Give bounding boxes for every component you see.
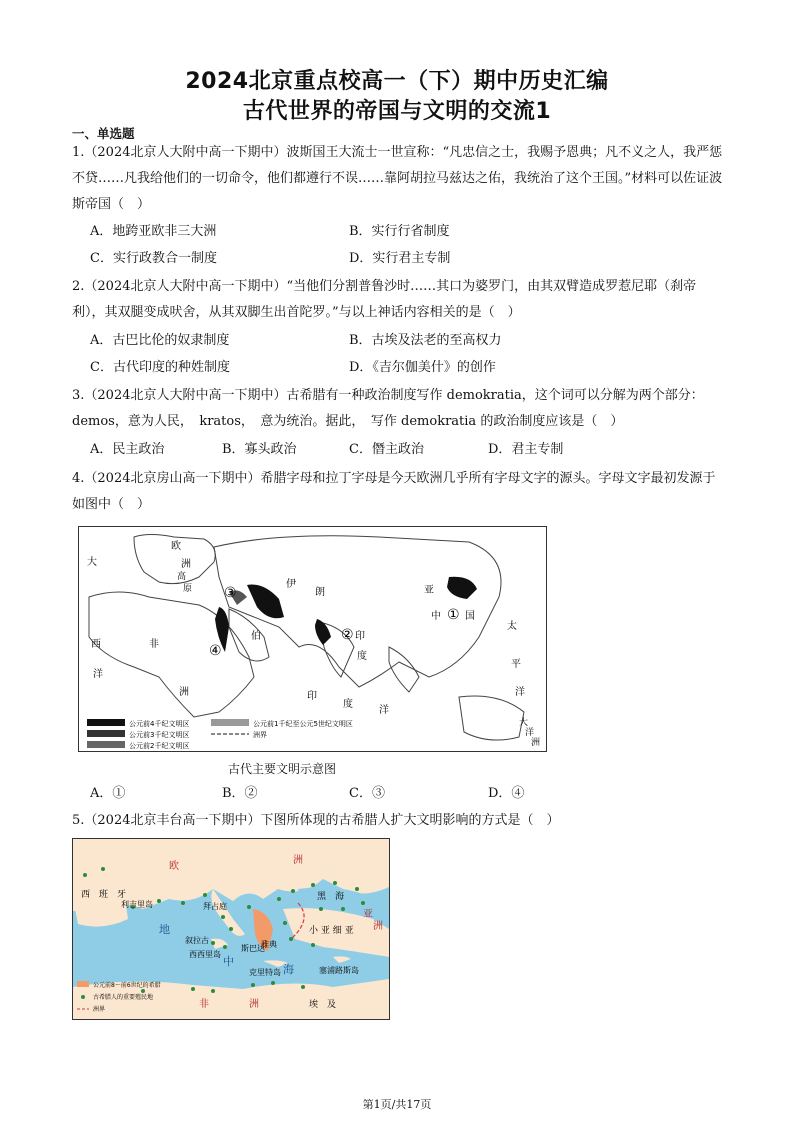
- q3-option-b: B．寡头政治: [222, 442, 297, 457]
- question-4-text: 4.（2024北京房山高一下期中）希腊字母和拉丁字母是今天欧洲几乎所有字母文字的源头。字母文字最初发源于如图中（ ）: [72, 471, 716, 512]
- label-iberian-isle: 利吉里岛: [121, 900, 153, 909]
- map-label-io1: 印: [307, 691, 317, 702]
- label-asia-minor: 小 亚 细 亚: [309, 926, 354, 936]
- q1-option-b: B．实行行省制度: [349, 224, 450, 239]
- map-label-pac2: 平: [511, 659, 521, 670]
- map-svg: [79, 527, 546, 751]
- label-sea-3: 海: [283, 963, 294, 976]
- map-label-atl1: 大: [87, 557, 97, 568]
- label-byzantium: 拜占庭: [203, 902, 227, 911]
- q4-option-b: B．②: [222, 786, 258, 801]
- q3-option-d: D．君主专制: [488, 442, 564, 457]
- map-label-in2: 度: [357, 651, 367, 662]
- indus-region: [315, 619, 331, 645]
- document-subtitle: 古代世界的帝国与文明的交流1: [242, 99, 552, 124]
- document-title: 2024北京重点校高一（下）期中历史汇编: [185, 69, 609, 94]
- label-asia-2: 洲: [373, 921, 383, 932]
- q4-option-d: D．④: [488, 786, 525, 801]
- legend-item-2: 公元前3千纪文明区: [129, 731, 190, 739]
- question-1-text: 1.（2024北京人大附中高一下期中）波斯国王大流士一世宣称：“凡忠信之士，我赐予恩典；凡不义之人，我严惩不贷……凡我给他们的一切命令，他们都遵行不误……靠阿胡拉马兹达之佑，我统治了这个王国。”材料可以佐证波斯帝国（ ）: [72, 145, 723, 212]
- colonization-svg: [73, 839, 389, 1019]
- map-caption: 古代主要文明示意图: [228, 762, 337, 776]
- map-label-eu2: 洲: [181, 559, 191, 570]
- map-label-in1: 印: [355, 631, 365, 642]
- map-label-hi2: 原: [183, 584, 193, 594]
- legend-border: 洲界: [93, 1006, 106, 1013]
- map-number-4: ④: [209, 643, 222, 659]
- label-sea-2: 中: [223, 955, 234, 968]
- label-cyprus: 塞浦路斯岛: [319, 966, 359, 975]
- map-label-atl3: 洋: [93, 669, 103, 680]
- map-number-1: ①: [447, 607, 460, 623]
- australia-outline: [459, 696, 524, 740]
- map-label-pac1: 太: [507, 621, 517, 632]
- map-label-af2: 洲: [179, 687, 189, 698]
- legend-item-1: 公元前4千纪文明区: [129, 720, 190, 728]
- q2-option-c: C．古代印度的种姓制度: [90, 360, 230, 375]
- map-label-au2: 洋: [525, 728, 535, 738]
- southeast-asia-outline: [389, 647, 419, 692]
- legend-item-4: 公元前1千纪至公元5世纪文明区: [253, 720, 353, 728]
- map-label-pac3: 洋: [515, 687, 525, 698]
- label-syracuse: 叙拉古: [185, 936, 209, 945]
- q1-option-d: D．实行君主专制: [349, 251, 451, 266]
- q1-option-c: C．实行政教合一制度: [90, 251, 217, 266]
- arabia-outline: [229, 609, 269, 661]
- q2-option-b: B．古埃及法老的至高权力: [349, 333, 502, 348]
- label-black-sea: 黑 海: [317, 892, 345, 902]
- legend-item-5: 洲界: [253, 731, 267, 739]
- iberia-land: [73, 877, 128, 926]
- legend-greece: 公元前8～前6世纪的希腊: [93, 982, 161, 989]
- section-heading: 一、单选题: [72, 126, 135, 141]
- map-label-io2: 度: [343, 699, 353, 710]
- q2-option-d: D．《吉尔伽美什》的创作: [349, 360, 496, 375]
- cyprus-land: [333, 956, 351, 963]
- q1-option-a: A．地跨亚欧非三大洲: [90, 224, 217, 239]
- question-3-text: 3.（2024北京人大附中高一下期中）古希腊有一种政治制度写作 demokratia，这个词可以分解为两个部分：demos，意为人民， kratos， 意为统治。据此， 写作 demokratia 的政治制度应该是（ ）: [72, 388, 704, 429]
- label-crete: 克里特岛: [249, 968, 281, 977]
- page-footer: 第1页/共17页: [362, 1098, 432, 1111]
- map-number-3: ③: [224, 585, 237, 601]
- label-africa-1: 非: [199, 999, 209, 1010]
- question-2-text: 2.（2024北京人大附中高一下期中）“当他们分割普鲁沙时……其口为婆罗门，由其双臂造成罗惹尼耶（刹帝利），其双腿变成吠舍，从其双脚生出首陀罗。”与以上神话内容相关的是（ ）: [72, 279, 697, 320]
- mesopotamia-region: [247, 585, 284, 619]
- q4-option-c: C．③: [349, 786, 385, 801]
- map-label-au1: 大: [519, 718, 529, 728]
- q3-option-c: C．僭主政治: [349, 442, 424, 457]
- question-5-text: 5.（2024北京丰台高一下期中）下图所体现的古希腊人扩大文明影响的方式是（ ）: [72, 813, 560, 828]
- label-egypt: 埃 及: [309, 1000, 337, 1010]
- map-label-atl2: 西: [91, 639, 101, 650]
- label-athens: 雅典: [261, 940, 277, 949]
- legend-item-3: 公元前2千纪文明区: [129, 742, 190, 750]
- map-label-au3: 洲: [531, 738, 541, 748]
- map-label-ir1: 伊: [286, 579, 296, 590]
- map-label-af1: 非: [149, 639, 159, 650]
- yellow-river-region: [447, 577, 477, 599]
- legend-colony: 古希腊人的重要殖民地: [93, 994, 154, 1001]
- label-sea-1: 地: [159, 923, 170, 936]
- map-label-cn2: 国: [465, 611, 475, 622]
- ancient-civilizations-map: [78, 526, 547, 752]
- q2-option-a: A．古巴比伦的奴隶制度: [90, 333, 230, 348]
- label-sparta: 斯巴达: [241, 944, 265, 953]
- map-legend: [87, 719, 353, 750]
- map-number-2: ②: [341, 627, 354, 643]
- label-spain: 西 班 牙: [81, 890, 127, 900]
- map-label-as: 亚: [424, 585, 434, 596]
- map-label-ar: 伯: [251, 631, 261, 642]
- map-label-eu1: 欧: [171, 541, 181, 552]
- label-asia-1: 亚: [363, 909, 373, 920]
- label-europe-2: 洲: [293, 855, 303, 866]
- label-sicily: 西西里岛: [189, 950, 221, 959]
- label-europe-1: 欧: [169, 861, 179, 872]
- q4-option-a: A．①: [90, 786, 126, 801]
- map-label-ir2: 朗: [315, 587, 325, 598]
- map-label-cn1: 中: [431, 611, 441, 622]
- map-label-hi1: 高: [177, 572, 187, 582]
- map-label-io3: 洋: [379, 705, 389, 716]
- q3-option-a: A．民主政治: [90, 442, 165, 457]
- greek-colonization-map: [72, 838, 390, 1020]
- label-africa-2: 洲: [249, 999, 259, 1010]
